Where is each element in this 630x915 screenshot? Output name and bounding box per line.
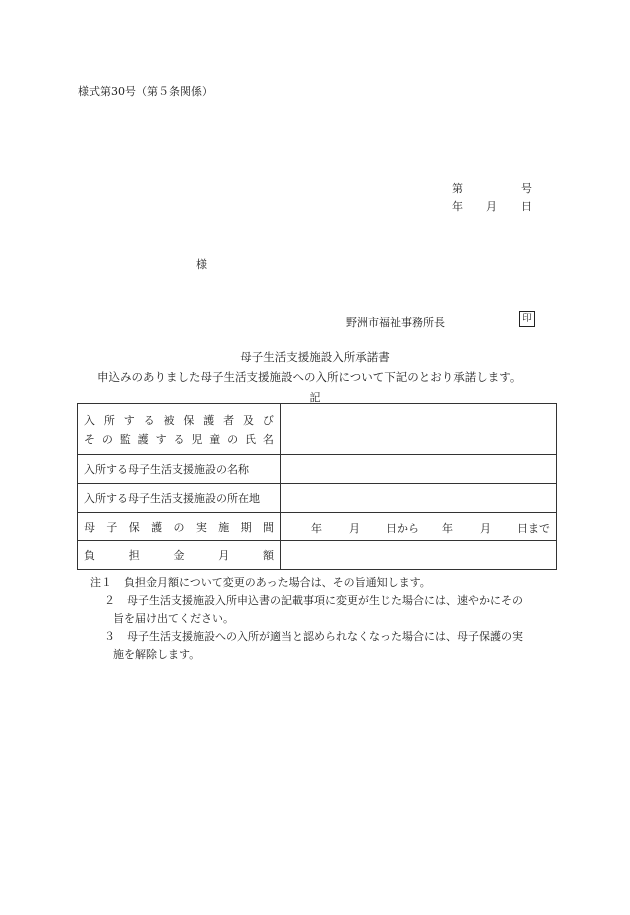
note-3 [104,628,523,646]
note-number: ３ [104,630,115,643]
label-char: 実 [195,520,207,534]
label-char: 護 [137,432,149,446]
body-text: 申込みのありました母子生活支援施設への入所について下記のとおり承諾します。 [97,370,522,384]
date-month: 月 [486,200,497,213]
label-chars [84,547,274,563]
note-number: ２ [104,594,115,607]
note-number: 注１ [90,576,112,589]
label-char: 入 [84,413,95,427]
note-text: 負担金月額について変更のあった場合は、その旨通知します。 [124,576,431,589]
label-char: す [123,413,135,427]
label-char: 負 [84,549,95,562]
label-line-2 [84,431,274,447]
label-char: 担 [128,549,140,562]
label-char: 監 [119,432,131,446]
table-row [78,484,557,513]
table-row [78,541,557,570]
label-char: 児 [191,432,203,446]
issuer-name: 野洲市福祉事務所長 [346,316,445,329]
label-line-1 [84,412,274,428]
label-facility-address: 入所する母子生活支援施設の所在地 [78,484,281,513]
date-year: 年 [452,200,463,213]
value-protection-period[interactable] [281,513,557,541]
label-chars [84,519,274,535]
value-facility-address[interactable] [281,484,557,513]
table-row [78,404,557,455]
label-char: 護 [203,413,215,427]
period-start-day: 日から [386,521,419,535]
note-2-continued: 旨を届け出てください。 [113,612,234,625]
label-char: び [262,413,274,427]
label-char: 期 [240,520,252,534]
note-text: 母子生活支援施設への入所が適当と認められなくなった場合には、母子保護の実 [127,630,523,643]
label-char: 間 [263,520,274,534]
label-char: の [227,432,239,446]
label-char: の [101,432,113,446]
details-table [77,403,557,570]
label-char: 童 [209,432,221,446]
note-3-continued: 施を解除します。 [113,648,201,661]
form-number: 様式第30号（第５条関係） [78,85,213,98]
label-char: 者 [223,413,235,427]
label-char: 施 [218,520,230,534]
seal-stamp-box: 印 [519,311,535,327]
table-row [78,513,557,541]
doc-no-suffix: 号 [521,182,532,195]
table-row [78,455,557,484]
document-number [452,180,532,196]
document-title: 母子生活支援施設入所承諾書 [240,350,390,364]
period-end-month: 月 [480,521,491,535]
note-2 [104,592,523,610]
period-start-year: 年 [311,521,322,535]
label-char: 保 [183,413,195,427]
label-char: 母 [84,520,95,534]
label-char: 金 [173,549,185,562]
label-char: 額 [263,549,274,562]
label-char: 被 [163,413,175,427]
period-end-year: 年 [442,521,453,535]
label-facility-name: 入所する母子生活支援施設の名称 [78,455,281,484]
label-char: 子 [106,520,118,534]
label-admitted-persons [78,404,281,455]
label-char: る [173,432,185,446]
date-day: 日 [521,200,532,213]
label-char: る [143,413,155,427]
period-end-day: 日まで [517,521,550,535]
addressee-honorific: 様 [196,258,207,271]
label-char: 月 [218,549,230,562]
value-monthly-charge[interactable] [281,541,557,570]
label-char: 及 [243,413,254,427]
label-char: そ [84,432,95,446]
label-char: す [155,432,167,446]
value-facility-name[interactable] [281,455,557,484]
label-monthly-charge [78,541,281,570]
label-char: 名 [262,432,274,446]
period-start-month: 月 [349,521,360,535]
label-char: 氏 [245,432,257,446]
value-admitted-persons[interactable] [281,404,557,455]
note-text: 母子生活支援施設入所申込書の記載事項に変更が生じた場合には、速やかにその [127,594,523,607]
label-char: 保 [128,520,140,534]
note-1 [90,574,431,592]
doc-no-prefix: 第 [452,182,463,195]
label-char: 所 [103,413,115,427]
label-char: 護 [151,520,163,534]
label-protection-period [78,513,281,541]
label-char: の [173,520,185,534]
ki-heading: 記 [309,391,321,404]
